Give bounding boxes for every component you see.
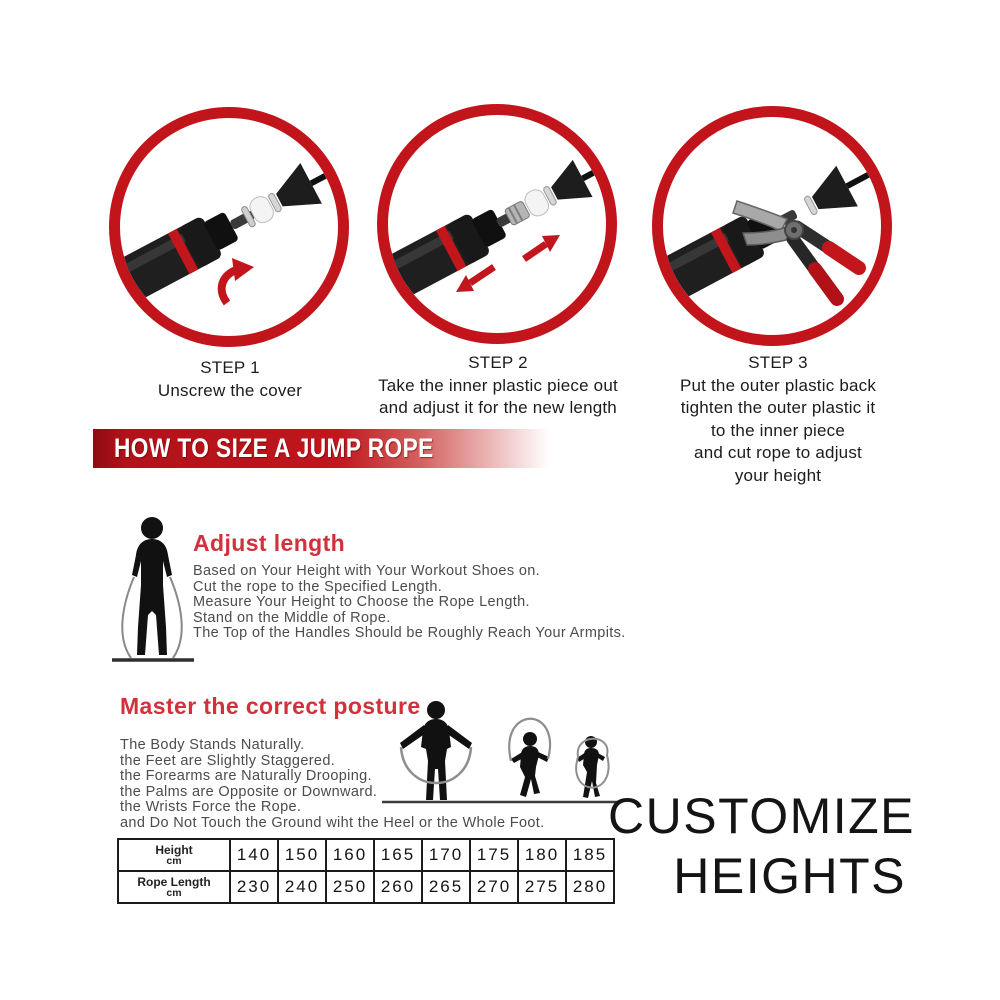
adjust-length-line: The Top of the Handles Should be Roughly Reach Your Armpits. [193,625,626,642]
size-table-cell: 260 [374,871,422,903]
posture-line: The Body Stands Naturally. [120,737,305,753]
size-table-header-label: Rope Length [137,874,211,889]
step2-caption [342,352,654,420]
step1-label: STEP 1 [200,358,260,377]
step3-caption [622,352,934,487]
step1-photo-circle [109,107,349,347]
size-table-row-header [118,839,230,871]
adjust-length-line: Measure Your Height to Choose the Rope Length. [193,594,530,611]
size-table-header-unit: cm [166,854,182,867]
posture-line: the Forearms are Naturally Drooping. [120,768,372,785]
step2-caption-line: Take the inner plastic piece out [378,375,618,395]
size-table-cell: 240 [278,871,326,903]
section-banner [93,429,563,468]
adjust-length-title: Adjust length [193,530,346,556]
step3-caption-line: your height [734,465,822,485]
size-table-header-unit: cm [166,886,182,899]
step3-caption-lines [622,375,934,488]
jump-rope-handle-unscrewed-icon [120,118,338,336]
posture-line: the Palms are Opposite or Downward. [120,783,378,800]
size-table-row [118,839,614,871]
adjust-length-line: Based on Your Height with Your Workout Shoes on. [193,563,541,579]
step1-caption [110,357,350,402]
banner-title: HOW TO SIZE A JUMP ROPE [114,433,434,463]
step3-caption-line: and cut rope to adjust [694,443,862,462]
size-table-cell: 265 [422,871,470,903]
size-table-cell: 230 [230,871,278,903]
size-table-cell: 180 [518,839,566,871]
step3-caption-line: to the inner piece [710,420,846,440]
size-table-cell: 170 [422,839,470,871]
customize-heights-text [608,786,916,906]
step2-photo-circle [377,104,617,344]
pliers-cut-rope-icon [663,117,881,335]
step2-caption-line: and adjust it for the new length [379,398,617,417]
step1-caption-lines [110,380,350,403]
size-table-cell: 165 [374,839,422,871]
step2-label: STEP 2 [468,353,528,372]
size-table-cell: 140 [230,839,278,871]
adjust-length-line: Cut the rope to the Specified Length. [193,578,443,595]
size-table-cell: 185 [566,839,614,871]
size-table-header-label: Height [155,842,193,857]
size-table-cell: 175 [470,839,518,871]
step3-photo-circle [652,106,892,346]
size-table-cell: 270 [470,871,518,903]
adjust-length-line: Stand on the Middle of Rope. [193,609,391,626]
size-table-row [118,871,614,903]
size-table-row-header [118,871,230,903]
size-table [117,838,615,904]
standing-person-with-rope-icon [104,515,200,667]
size-table-cell: 280 [566,871,614,903]
jumping-rope-figures-icon [378,697,626,809]
posture-title: Master the correct posture [120,693,421,719]
posture-line: the Feet are Slightly Staggered. [120,752,336,769]
size-table-cell: 275 [518,871,566,903]
customize-line2: HEIGHTS [673,848,906,904]
inner-plastic-piece-out-icon [388,115,606,333]
size-table-cell: 250 [326,871,374,903]
customize-line1: CUSTOMIZE [608,788,916,844]
step1-caption-line: Unscrew the cover [157,380,303,400]
step3-caption-line: Put the outer plastic back [679,375,877,395]
step2-caption-lines [342,375,654,420]
size-table-body [118,839,614,903]
step3-label: STEP 3 [748,353,808,372]
size-table-cell: 160 [326,839,374,871]
posture-line: and Do Not Touch the Ground wiht the Heel or the Whole Foot. [120,814,545,831]
size-table-cell: 150 [278,839,326,871]
posture-line: the Wrists Force the Rope. [120,799,302,816]
adjust-length-instructions [193,564,663,642]
step3-caption-line: tighten the outer plastic it [680,398,876,417]
